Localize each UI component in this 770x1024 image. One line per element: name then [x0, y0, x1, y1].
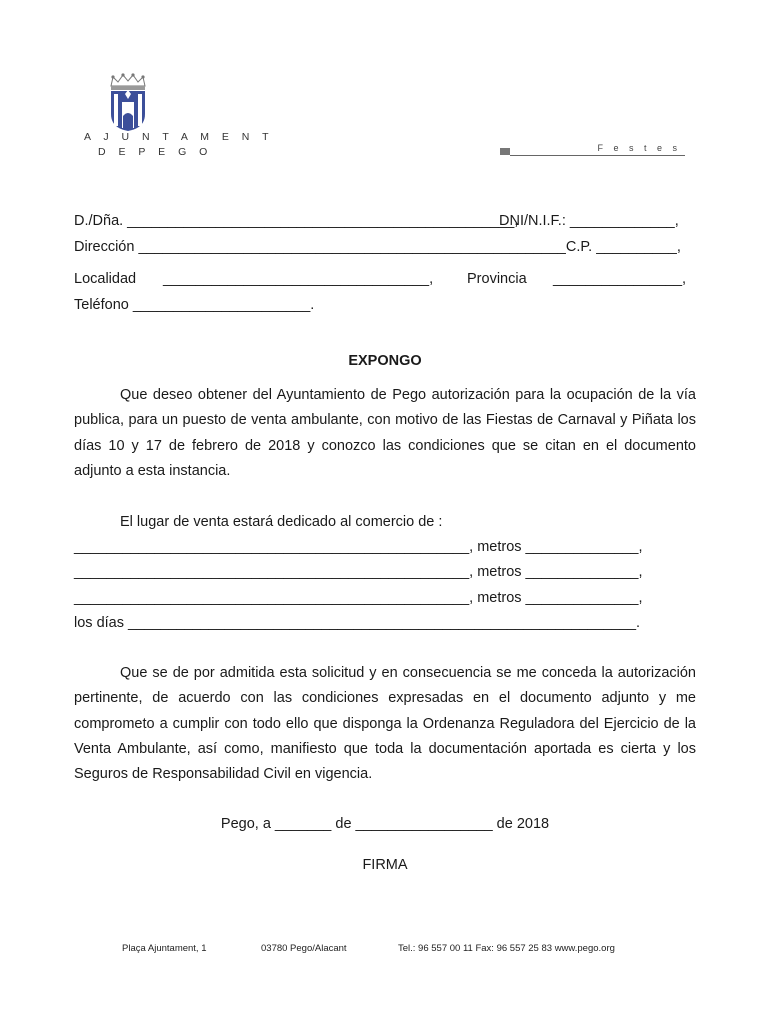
localidad-field[interactable]: _________________________________,: [163, 271, 434, 287]
exponent-heading: EXPONGO: [348, 353, 422, 369]
telefono-field[interactable]: Teléfono ______________________.: [74, 297, 315, 313]
festes-label-block: [500, 143, 685, 156]
footer-address: Plaça Ajuntament, 1: [122, 943, 207, 954]
footer-contact: Tel.: 96 557 00 11 Fax: 96 557 25 83 www.pego.org: [398, 943, 615, 954]
crest-icon: [104, 72, 152, 132]
name-field[interactable]: D./Dña. ________________________________________________,: [74, 213, 519, 229]
festes-underline: [510, 155, 685, 156]
provincia-field[interactable]: ________________,: [553, 271, 687, 287]
org-name-line1: A J U N T A M E N T: [84, 131, 274, 143]
date-line[interactable]: Pego, a _______ de _________________ de 2018: [220, 816, 550, 832]
signature-label: FIRMA: [362, 857, 408, 873]
request-paragraph: Que deseo obtener del Ayuntamiento de Pego autorización para la ocupación de la vía publica, para un puesto de venta ambulante, con motivo de las Fiestas de Carnaval y Piñata los días 10 y 17 de febrero de 2018 y conozco las condiciones que se citan en el documento adjunto a esta instancia.: [74, 387, 696, 479]
footer-postal: 03780 Pego/Alacant: [261, 943, 347, 954]
commitment-paragraph: Que se de por admitida esta solicitud y en consecuencia se me conceda la autorización pertinente, de acuerdo con las condiciones expresadas en el documento adjunto y me comprometo a cumplir con todo ello que disponga la Ordenanza Reguladora del Ejercicio de la Venta Ambulante, así como, manifiesto que toda la documentación aportada es cierta y los Seguros de Responsabilidad Civil en vigencia.: [74, 665, 696, 783]
municipal-crest-logo: [104, 72, 152, 132]
commerce-row[interactable]: _________________________________________________, metros ______________,: [74, 539, 643, 555]
festes-label: F e s t e s: [597, 143, 681, 153]
address-field[interactable]: Dirección _____________________________________________________C.P. __________,: [74, 239, 681, 255]
commerce-row[interactable]: _________________________________________________, metros ______________,: [74, 590, 643, 606]
dni-field[interactable]: DNI/N.I.F.: _____________,: [499, 213, 679, 229]
provincia-label: Provincia: [467, 271, 527, 287]
commerce-intro: El lugar de venta estará dedicado al comercio de :: [120, 514, 443, 530]
festes-square-icon: [500, 148, 510, 155]
dias-field[interactable]: los días _______________________________________________________________.: [74, 615, 641, 631]
localidad-label: Localidad: [74, 271, 137, 287]
org-name-line2: D E P E G O: [98, 146, 213, 158]
commerce-row[interactable]: _________________________________________________, metros ______________,: [74, 564, 643, 580]
